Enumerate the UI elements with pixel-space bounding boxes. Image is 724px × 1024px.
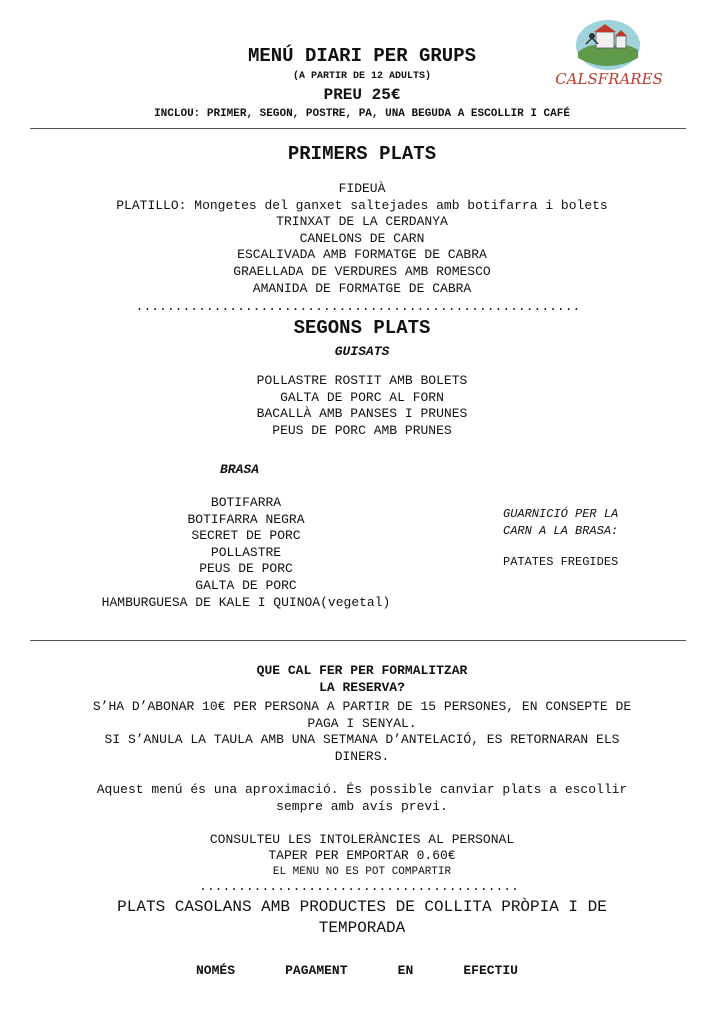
text-line: PAGA I SENYAL.	[307, 715, 417, 731]
list-item: TRINXAT DE LA CERDANYA	[276, 214, 448, 230]
list-item: FIDEUÀ	[338, 181, 386, 196]
garnish-heading-line: GUARNICIÓ PER LA	[503, 507, 619, 521]
primers-list	[0, 181, 724, 297]
taper-note: TAPER PER EMPORTAR 0.60€	[268, 848, 456, 863]
divider-middle	[30, 640, 686, 641]
price: PREU 25€	[323, 86, 401, 104]
cash-word: NOMÉS	[196, 963, 236, 978]
list-item: GALTA DE PORC	[195, 577, 297, 593]
reserva-heading-line: LA RESERVA?	[319, 680, 405, 695]
dotted-separator: .........................................	[199, 879, 519, 894]
list-item: BOTIFARRA NEGRA	[187, 511, 305, 527]
text-line: S’HA D’ABONAR 10€ PER PERSONA A PARTIR DE 15 PERSONES, EN CONSEPTE DE	[92, 699, 632, 714]
text-line: sempre amb avís previ.	[276, 798, 448, 814]
cash-word: EFECTIU	[463, 963, 518, 978]
subtitle: (A PARTIR DE 12 ADULTS)	[292, 71, 432, 82]
reserva-conditions	[0, 699, 724, 765]
cash-word: EN	[397, 963, 414, 978]
list-item: HAMBURGUESA DE KALE I QUINOA(vegetal)	[101, 594, 391, 610]
garnish-heading-line: CARN A LA BRASA:	[503, 523, 619, 538]
list-item: PEUS DE PORC	[199, 561, 293, 577]
list-item: SECRET DE PORC	[191, 528, 301, 544]
list-item: GALTA DE PORC AL FORN	[280, 389, 444, 405]
text-line: TEMPORADA	[318, 919, 406, 937]
list-item: PLATILLO: Mongetes del ganxet saltejades amb botifarra i bolets	[116, 197, 608, 213]
cash-word: PAGAMENT	[285, 963, 348, 978]
list-item: BOTIFARRA	[210, 495, 282, 510]
reserva-heading	[0, 662, 724, 696]
guisats-heading: GUISATS	[334, 344, 390, 359]
restaurant-logo	[555, 18, 663, 94]
menu-note	[0, 782, 724, 815]
share-note: EL MENU NO ES POT COMPARTIR	[272, 866, 452, 878]
guisats-list	[0, 373, 724, 439]
text-line: DINERS.	[334, 748, 390, 764]
list-item: POLLASTRE	[210, 544, 282, 560]
list-item: BACALLÀ AMB PANSES I PRUNES	[256, 406, 468, 422]
garnish-item: PATATES FREGIDES	[503, 555, 619, 569]
intolerances-note: CONSULTEU LES INTOLERÀNCIES AL PERSONAL	[209, 832, 515, 847]
primers-heading: PRIMERS PLATS	[287, 143, 437, 165]
list-item: CANELONS DE CARN	[299, 230, 425, 246]
homemade-tagline	[0, 897, 724, 939]
dotted-separator: .........................................................	[135, 299, 581, 314]
divider-top	[30, 128, 686, 129]
reserva-heading-line: QUE CAL FER PER FORMALITZAR	[256, 663, 468, 678]
brasa-heading: BRASA	[220, 462, 260, 477]
text-line: PLATS CASOLANS AMB PRODUCTES DE COLLITA PRÒPIA I DE	[117, 898, 607, 916]
list-item: AMANIDA DE FORMATGE DE CABRA	[252, 280, 472, 296]
text-line: SI S’ANULA LA TAULA AMB UNA SETMANA D’ANTELACIÓ, ES RETORNARAN ELS	[104, 732, 620, 748]
page-title: MENÚ DIARI PER GRUPS	[247, 45, 477, 67]
list-item: POLLASTRE ROSTIT AMB BOLETS	[256, 373, 468, 388]
svg-text:CALSFRARES: CALSFRARES	[555, 70, 663, 88]
brasa-list	[60, 495, 432, 611]
garnish-heading	[503, 506, 618, 539]
list-item: GRAELLADA DE VERDURES AMB ROMESCO	[233, 263, 491, 279]
list-item: ESCALIVADA AMB FORMATGE DE CABRA	[237, 247, 487, 263]
includes-line: INCLOU: PRIMER, SEGON, POSTRE, PA, UNA BEGUDA A ESCOLLIR I CAFÉ	[154, 108, 570, 120]
text-line: Aquest menú és una aproximació. És possible canviar plats a escollir	[96, 782, 628, 797]
list-item: PEUS DE PORC AMB PRUNES	[272, 422, 452, 438]
segons-heading: SEGONS PLATS	[293, 317, 431, 339]
cash-only-notice	[196, 962, 518, 979]
